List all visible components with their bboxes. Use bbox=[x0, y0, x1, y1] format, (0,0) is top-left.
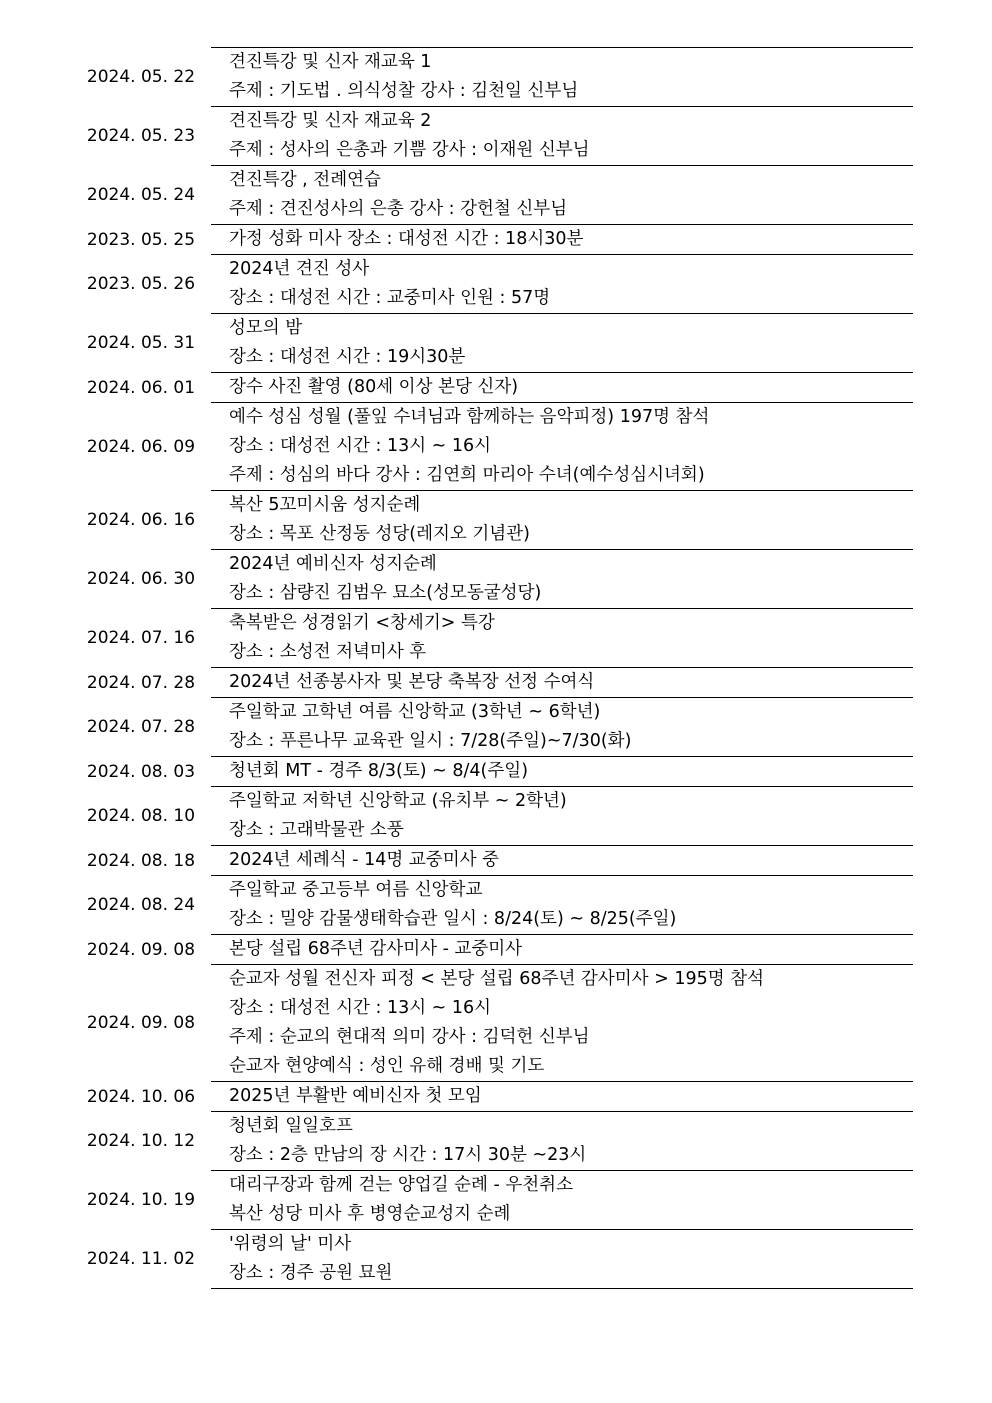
event-detail: 주일학교 저학년 신앙학교 (유치부 ~ 2학년) bbox=[211, 787, 913, 817]
event-detail: 주제 : 순교의 현대적 의미 강사 : 김덕헌 신부님 bbox=[229, 1027, 590, 1047]
event-detail: 주제 : 기도법 . 의식성찰 강사 : 김천일 신부님 bbox=[211, 77, 913, 107]
event-date: 2024. 07. 16 bbox=[86, 628, 196, 648]
event-detail: 주제 : 성심의 바다 강사 : 김연희 마리아 수녀(예수성심시녀회) bbox=[211, 461, 913, 491]
event-date: 2024. 09. 08 bbox=[86, 939, 196, 960]
table-row bbox=[71, 1082, 913, 1112]
event-detail: 청년회 MT - 경주 8/3(토) ~ 8/4(주일) bbox=[211, 757, 913, 787]
event-date: 2024. 06. 01 bbox=[86, 377, 196, 398]
table-row bbox=[71, 107, 913, 137]
event-detail: 장소 : 2층 만남의 장 시간 : 17시 30분 ~23시 bbox=[211, 1141, 913, 1171]
table-row bbox=[71, 1171, 913, 1201]
event-detail: 장소 : 목포 산정동 성당(레지오 기념관) bbox=[211, 520, 913, 550]
event-detail: 장소 : 밀양 감물생태학습관 일시 : 8/24(토) ~ 8/25(주일) bbox=[211, 905, 913, 935]
table-row bbox=[71, 1112, 913, 1142]
event-date: 2024. 08. 10 bbox=[86, 806, 196, 826]
event-detail: 장소 : 대성전 시간 : 19시30분 bbox=[211, 343, 913, 373]
event-detail: 견진특강 및 신자 재교육 1 bbox=[211, 48, 913, 78]
event-detail: 2024년 예비신자 성지순례 bbox=[211, 550, 913, 580]
event-detail: 장소 : 소성전 저녁미사 후 bbox=[211, 638, 913, 668]
table-row bbox=[71, 609, 913, 639]
table-row bbox=[71, 965, 913, 995]
event-detail: 주일학교 중고등부 여름 신앙학교 bbox=[211, 876, 913, 906]
event-date: 2024. 10. 19 bbox=[86, 1190, 196, 1210]
event-date: 2024. 06. 30 bbox=[86, 569, 196, 589]
event-date: 2024. 05. 24 bbox=[86, 185, 196, 205]
event-date: 2024. 10. 06 bbox=[86, 1086, 196, 1107]
event-detail: 장소 : 대성전 시간 : 교중미사 인원 : 57명 bbox=[211, 284, 913, 314]
event-detail: 장소 : 푸른나무 교육관 일시 : 7/28(주일)~7/30(화) bbox=[211, 727, 913, 757]
table-row bbox=[71, 314, 913, 344]
event-detail: 복산 5꼬미시움 성지순례 bbox=[211, 491, 913, 521]
event-date: 2024. 08. 03 bbox=[86, 761, 196, 782]
event-detail: 청년회 일일호프 bbox=[211, 1112, 913, 1142]
table-row bbox=[71, 668, 913, 698]
event-detail: 주제 : 견진성사의 은총 강사 : 강헌철 신부님 bbox=[211, 195, 913, 225]
event-detail: 장소 : 대성전 시간 : 13시 ~ 16시 bbox=[229, 436, 492, 456]
table-row bbox=[71, 846, 913, 876]
event-detail: 성모의 밤 bbox=[211, 314, 913, 344]
event-date: 2024. 05. 23 bbox=[86, 126, 196, 146]
event-detail: 순교자 현양예식 : 성인 유해 경배 및 기도 bbox=[211, 1052, 913, 1082]
event-detail: 대리구장과 함께 걷는 양업길 순례 - 우천취소 bbox=[211, 1171, 913, 1201]
table-row bbox=[71, 876, 913, 906]
event-date: 2024. 11. 02 bbox=[86, 1249, 196, 1269]
event-detail: 2025년 부활반 예비신자 첫 모임 bbox=[211, 1082, 913, 1112]
table-row bbox=[71, 698, 913, 728]
table-row bbox=[71, 757, 913, 787]
event-detail: 장수 사진 촬영 (80세 이상 본당 신자) bbox=[211, 373, 913, 403]
event-detail: 주제 : 성사의 은총과 기쁨 강사 : 이재원 신부님 bbox=[211, 136, 913, 166]
event-detail: 축복받은 성경읽기 <창세기> 특강 bbox=[211, 609, 913, 639]
table-row bbox=[71, 255, 913, 285]
event-detail: 견진특강 , 전례연습 bbox=[211, 166, 913, 196]
table-row bbox=[71, 491, 913, 521]
event-detail: '위령의 날' 미사 bbox=[211, 1230, 913, 1260]
event-detail: 2024년 세례식 - 14명 교중미사 중 bbox=[211, 846, 913, 876]
event-detail: 2024년 견진 성사 bbox=[211, 255, 913, 285]
event-detail: 견진특강 및 신자 재교육 2 bbox=[211, 107, 913, 137]
event-date: 2024. 05. 22 bbox=[86, 67, 196, 87]
table-row bbox=[71, 373, 913, 403]
event-date: 2023. 05. 26 bbox=[86, 274, 196, 294]
event-detail: 복산 성당 미사 후 병영순교성지 순례 bbox=[211, 1200, 913, 1230]
event-date: 2024. 08. 24 bbox=[86, 895, 196, 915]
table-row bbox=[71, 550, 913, 580]
event-detail: 순교자 성월 전신자 피정 < 본당 설립 68주년 감사미사 > 195명 참석 bbox=[211, 965, 913, 995]
event-date: 2024. 09. 08 bbox=[86, 1013, 196, 1033]
table-row bbox=[71, 1230, 913, 1260]
event-detail: 장소 : 경주 공원 묘원 bbox=[211, 1259, 913, 1289]
table-row bbox=[71, 935, 913, 965]
event-date: 2024. 06. 16 bbox=[86, 510, 196, 530]
event-detail: 장소 : 삼량진 김범우 묘소(성모동굴성당) bbox=[211, 579, 913, 609]
table-row bbox=[71, 787, 913, 817]
event-date: 2024. 10. 12 bbox=[86, 1131, 196, 1151]
table-row bbox=[71, 225, 913, 255]
event-detail: 본당 설립 68주년 감사미사 - 교중미사 bbox=[211, 935, 913, 965]
schedule-body bbox=[71, 48, 913, 1289]
event-detail: 장소 : 고래박물관 소풍 bbox=[211, 816, 913, 846]
event-detail: 가정 성화 미사 장소 : 대성전 시간 : 18시30분 bbox=[211, 225, 913, 255]
event-date: 2024. 06. 09 bbox=[86, 436, 196, 457]
event-detail: 주일학교 고학년 여름 신앙학교 (3학년 ~ 6학년) bbox=[211, 698, 913, 728]
event-date: 2023. 05. 25 bbox=[86, 229, 196, 250]
table-row bbox=[71, 403, 913, 433]
event-date: 2024. 07. 28 bbox=[86, 672, 196, 693]
event-date: 2024. 05. 31 bbox=[86, 333, 196, 353]
event-date: 2024. 07. 28 bbox=[86, 717, 196, 737]
event-detail: 장소 : 대성전 시간 : 13시 ~ 16시 bbox=[229, 998, 492, 1018]
event-detail: 2024년 선종봉사자 및 본당 축복장 선정 수여식 bbox=[211, 668, 913, 698]
event-detail: 예수 성심 성월 (풀잎 수녀님과 함께하는 음악피정) 197명 참석 bbox=[211, 403, 913, 433]
table-row bbox=[71, 166, 913, 196]
table-row bbox=[71, 48, 913, 78]
event-schedule-table bbox=[71, 47, 913, 1289]
event-date: 2024. 08. 18 bbox=[86, 850, 196, 871]
